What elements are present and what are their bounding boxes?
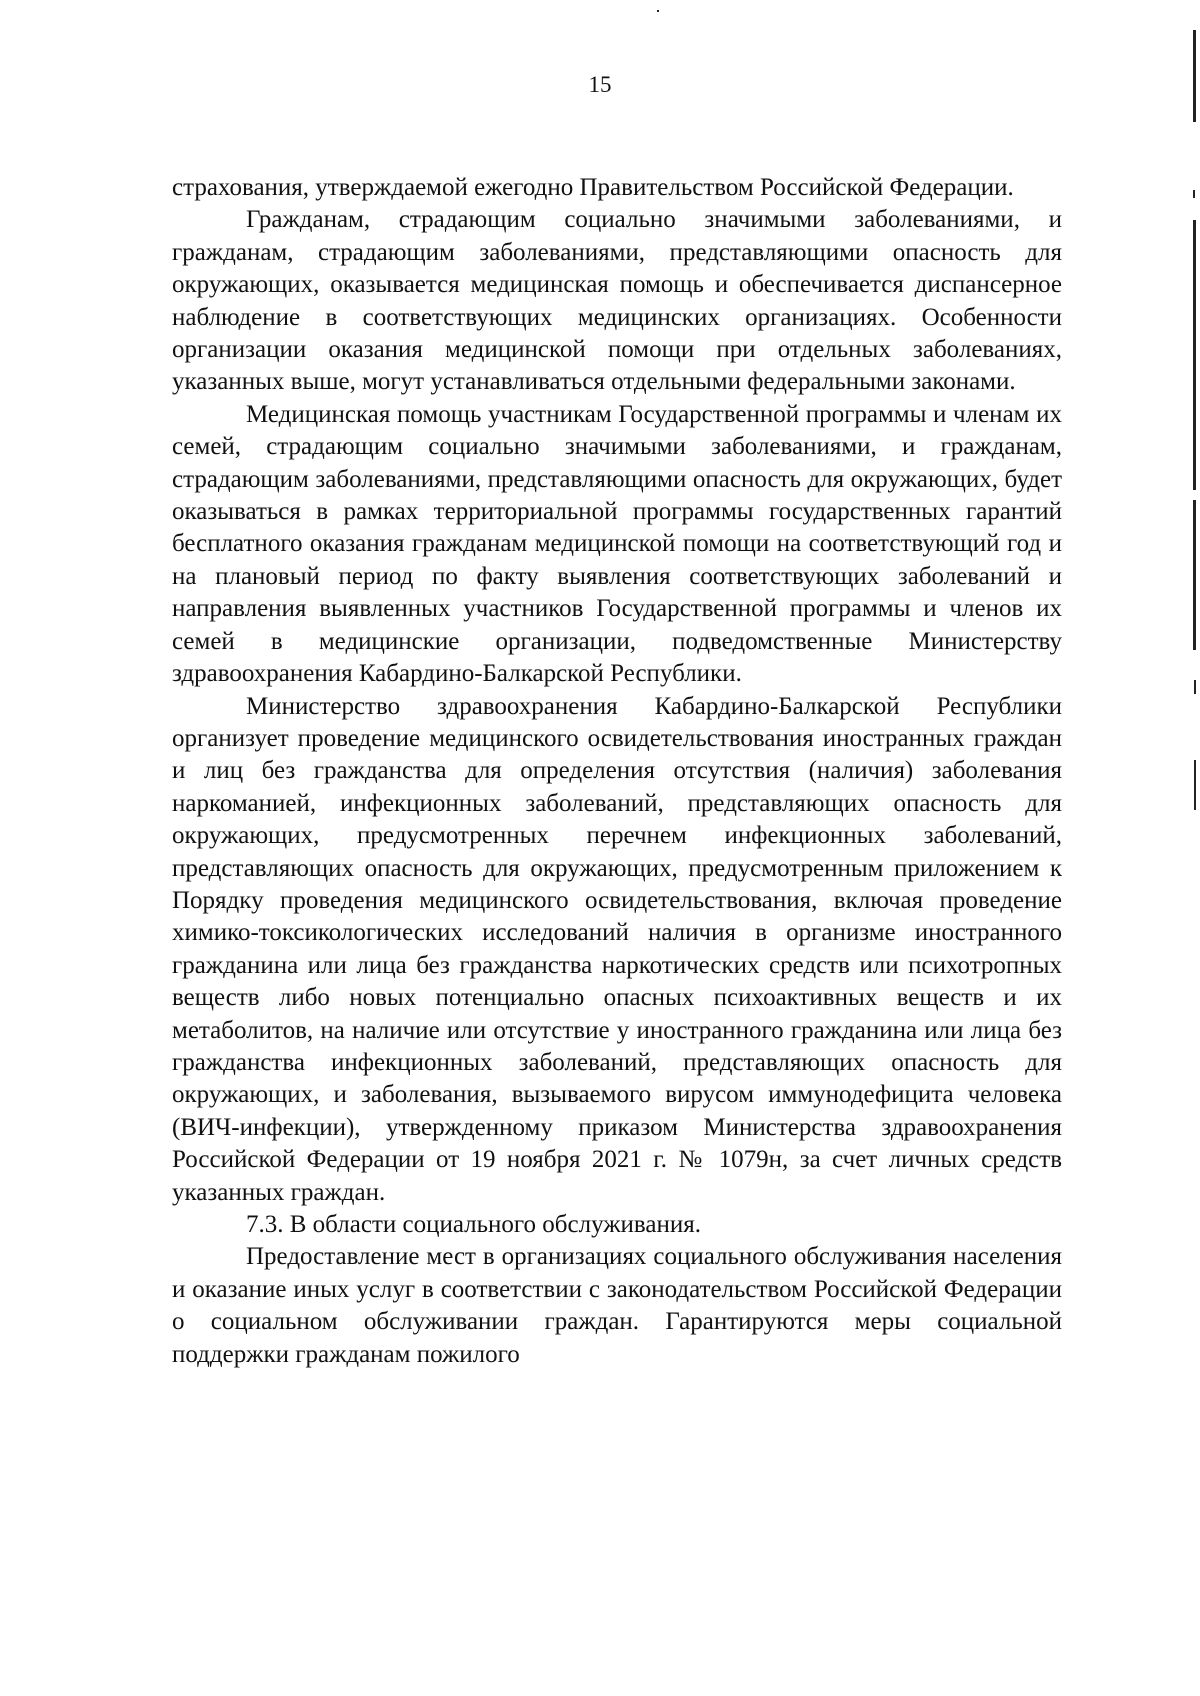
document-body <box>172 172 1062 1371</box>
page-number: 15 <box>588 72 612 97</box>
paragraph-continuation: страхования, утверждаемой ежегодно Правительством Российской Федерации. <box>172 174 1014 201</box>
paragraph-program-participants-care: Медицинская помощь участникам Государственной программы и членам их семей, страдающим социально значимыми заболеваниями, и гражданам, страдающим заболеваниями, представляющими опасность для окружающих, будет оказываться в рамках территориальной программы государственных гарантий бесплатного оказания гражданам медицинской помощи на соответствующий год и на плановый период по факту выявления соответствующих заболеваний и направления выявленных участников Государственной программы и членов их семей в медицинские организации, подведомственные Министерству здравоохранения Кабардино-Балкарской Республики. <box>172 400 1062 688</box>
section-heading-social-services: 7.3. В области социального обслуживания. <box>246 1211 701 1238</box>
scan-edge-mark <box>1193 220 1196 490</box>
scan-edge-mark <box>1193 190 1195 198</box>
scan-dot <box>657 10 659 12</box>
scan-edge-mark <box>1193 30 1196 122</box>
scan-edge-mark <box>1194 760 1196 810</box>
paragraph-social-services-places: Предоставление мест в организациях социального обслуживания населения и оказание иных услуг в соответствии с законодательством Российской Федерации о социальном обслуживании граждан. Гарантируются меры социальной поддержки гражданам пожилого <box>172 1243 1062 1368</box>
paragraph-medical-examination-foreigners: Министерство здравоохранения Кабардино-Балкарской Республики организует проведение медицинского освидетельствования иностранных граждан и лиц без гражданства для определения отсутствия (наличия) заболевания наркоманией, инфекционных заболеваний, представляющих опасность для окружающих, предусмотренных перечнем инфекционных заболеваний, представляющих опасность для окружающих, предусмотренным приложением к Порядку проведения медицинского освидетельствования, включая проведение химико-токсикологических исследований наличия в организме иностранного гражданина или лица без гражданства наркотических средств или психотропных веществ либо новых потенциально опасных психоактивных веществ и их метаболитов, на наличие или отсутствие у иностранного гражданина или лица без гражданства инфекционных заболеваний, представляющих опасность для окружающих, и заболевания, вызываемого вирусом иммунодефицита человека (ВИЧ-инфекции), утвержденному приказом Министерства здравоохранения Российской Федерации от 19 ноября 2021 г. № 1079н, за счет личных средств указанных граждан. <box>172 692 1062 1206</box>
paragraph-socially-significant-diseases: Гражданам, страдающим социально значимыми заболеваниями, и гражданам, страдающим заболеваниями, представляющими опасность для окружающих, оказывается медицинская помощь и обеспечивается диспансерное наблюдение в соответствующих медицинских организациях. Особенности организации оказания медицинской помощи при отдельных заболеваниях, указанных выше, могут устанавливаться отдельными федеральными законами. <box>172 206 1062 396</box>
scan-edge-mark <box>1193 500 1196 650</box>
scan-edge-mark <box>1194 680 1196 694</box>
